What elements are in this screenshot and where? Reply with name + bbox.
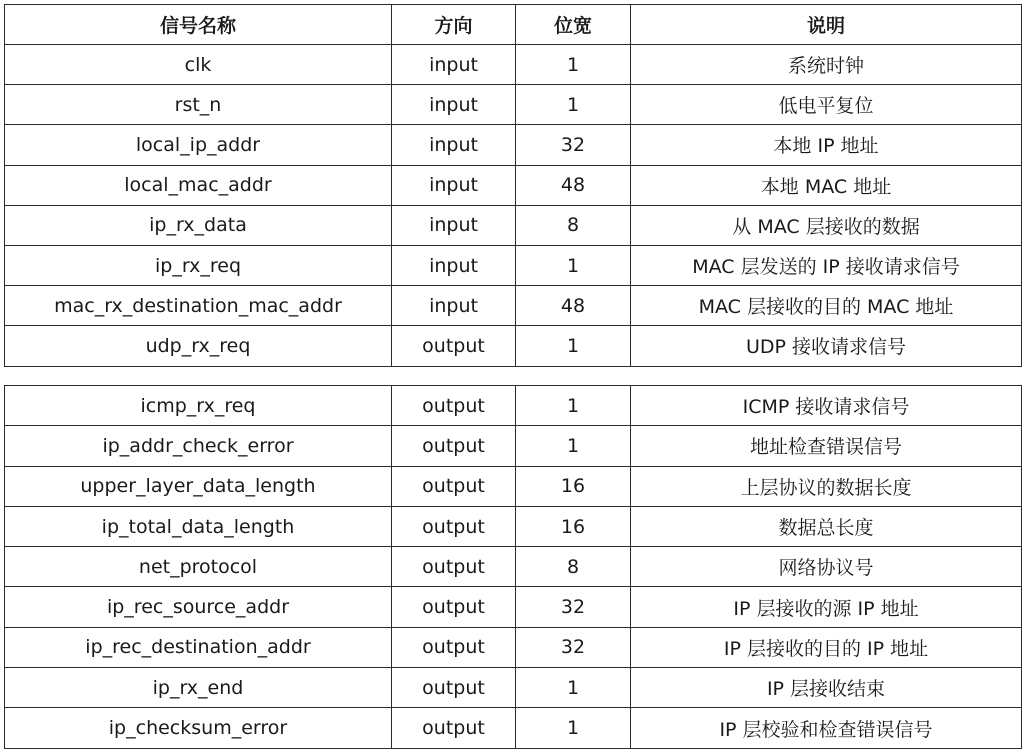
direction-cell: input <box>392 85 516 125</box>
signal-name-cell: ip_total_data_length <box>5 506 392 546</box>
table-row <box>5 506 1022 546</box>
table-row <box>5 466 1022 506</box>
width-cell: 8 <box>516 205 631 245</box>
width-cell: 1 <box>516 386 631 426</box>
width-cell: 1 <box>516 668 631 708</box>
table-row <box>5 708 1022 748</box>
direction-cell: input <box>392 125 516 165</box>
width-cell: 1 <box>516 426 631 466</box>
table-row <box>5 245 1022 285</box>
description-cell: IP 层校验和检查错误信号 <box>631 708 1022 748</box>
description-cell: 系统时钟 <box>631 45 1022 85</box>
width-cell: 32 <box>516 627 631 667</box>
width-cell: 32 <box>516 587 631 627</box>
description-cell: MAC 层接收的目的 MAC 地址 <box>631 286 1022 326</box>
signal-name-cell: ip_addr_check_error <box>5 426 392 466</box>
direction-cell: input <box>392 245 516 285</box>
direction-cell: output <box>392 547 516 587</box>
signal-table-part-1 <box>4 4 1022 367</box>
signal-name-cell: ip_checksum_error <box>5 708 392 748</box>
direction-cell: input <box>392 165 516 205</box>
description-cell: 网络协议号 <box>631 547 1022 587</box>
width-cell: 16 <box>516 506 631 546</box>
signal-table-part-2 <box>4 385 1022 749</box>
width-cell: 1 <box>516 85 631 125</box>
signal-name-cell: local_ip_addr <box>5 125 392 165</box>
signal-name-cell: rst_n <box>5 85 392 125</box>
signal-name-cell: ip_rec_source_addr <box>5 587 392 627</box>
direction-cell: output <box>392 426 516 466</box>
signal-name-cell: icmp_rx_req <box>5 386 392 426</box>
description-cell: 数据总长度 <box>631 506 1022 546</box>
header-signal-name: 信号名称 <box>5 5 392 45</box>
table-row <box>5 286 1022 326</box>
description-cell: 地址检查错误信号 <box>631 426 1022 466</box>
header-direction: 方向 <box>392 5 516 45</box>
width-cell: 32 <box>516 125 631 165</box>
signal-name-cell: upper_layer_data_length <box>5 466 392 506</box>
direction-cell: input <box>392 286 516 326</box>
description-cell: MAC 层发送的 IP 接收请求信号 <box>631 245 1022 285</box>
direction-cell: output <box>392 326 516 366</box>
description-cell: 上层协议的数据长度 <box>631 466 1022 506</box>
signal-name-cell: ip_rx_req <box>5 245 392 285</box>
direction-cell: output <box>392 627 516 667</box>
width-cell: 48 <box>516 165 631 205</box>
header-width: 位宽 <box>516 5 631 45</box>
direction-cell: output <box>392 708 516 748</box>
direction-cell: output <box>392 668 516 708</box>
description-cell: UDP 接收请求信号 <box>631 326 1022 366</box>
signal-name-cell: ip_rec_destination_addr <box>5 627 392 667</box>
width-cell: 48 <box>516 286 631 326</box>
signal-name-cell: net_protocol <box>5 547 392 587</box>
signal-name-cell: udp_rx_req <box>5 326 392 366</box>
table-row <box>5 627 1022 667</box>
width-cell: 16 <box>516 466 631 506</box>
signal-name-cell: ip_rx_data <box>5 205 392 245</box>
direction-cell: output <box>392 506 516 546</box>
table-row <box>5 426 1022 466</box>
table-row <box>5 125 1022 165</box>
signal-name-cell: ip_rx_end <box>5 668 392 708</box>
table-row <box>5 668 1022 708</box>
description-cell: IP 层接收的目的 IP 地址 <box>631 627 1022 667</box>
table-row <box>5 587 1022 627</box>
table-row <box>5 386 1022 426</box>
table-row <box>5 547 1022 587</box>
table-row <box>5 165 1022 205</box>
header-description: 说明 <box>631 5 1022 45</box>
table-row <box>5 85 1022 125</box>
width-cell: 1 <box>516 326 631 366</box>
signal-name-cell: clk <box>5 45 392 85</box>
description-cell: 本地 IP 地址 <box>631 125 1022 165</box>
direction-cell: output <box>392 587 516 627</box>
description-cell: ICMP 接收请求信号 <box>631 386 1022 426</box>
description-cell: IP 层接收结束 <box>631 668 1022 708</box>
width-cell: 8 <box>516 547 631 587</box>
table-header-row <box>5 5 1022 45</box>
width-cell: 1 <box>516 45 631 85</box>
description-cell: 低电平复位 <box>631 85 1022 125</box>
direction-cell: input <box>392 205 516 245</box>
table-row <box>5 205 1022 245</box>
table-row <box>5 326 1022 366</box>
signal-name-cell: mac_rx_destination_mac_addr <box>5 286 392 326</box>
description-cell: 本地 MAC 地址 <box>631 165 1022 205</box>
signal-name-cell: local_mac_addr <box>5 165 392 205</box>
width-cell: 1 <box>516 245 631 285</box>
description-cell: IP 层接收的源 IP 地址 <box>631 587 1022 627</box>
direction-cell: input <box>392 45 516 85</box>
direction-cell: output <box>392 466 516 506</box>
width-cell: 1 <box>516 708 631 748</box>
direction-cell: output <box>392 386 516 426</box>
description-cell: 从 MAC 层接收的数据 <box>631 205 1022 245</box>
table-row <box>5 45 1022 85</box>
